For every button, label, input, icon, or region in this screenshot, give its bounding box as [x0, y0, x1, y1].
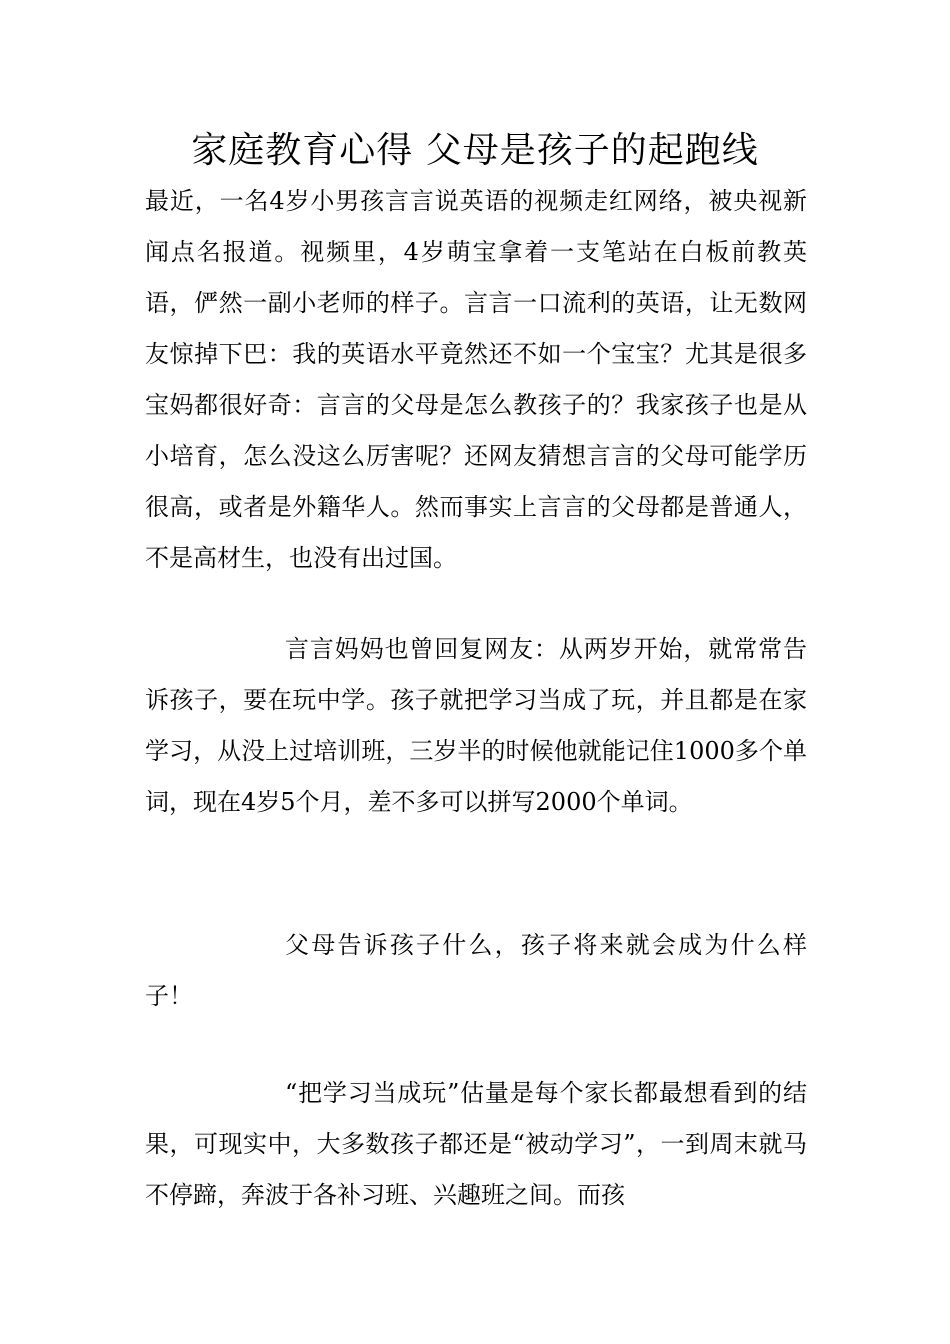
document-title: 家庭教育心得 父母是孩子的起跑线 [191, 130, 759, 171]
paragraph-1: 最近，一名4岁小男孩言言说英语的视频走红网络，被央视新闻点名报道。视频里，4岁萌宝拿着一支笔站在白板前教英语，俨然一副小老师的样子。言言一口流利的英语，让无数网友惊掉下巴：我的英语水平竟然还不如一个宝宝？尤其是很多宝妈都很好奇：言言的父母是怎么教孩子的？我家孩子也是从小培育，怎么没这么厉害呢？还网友猜想言言的父母可能学历很高，或者是外籍华人。然而事实上言言的父母都是普通人，不是高材生，也没有出过国。 [145, 187, 807, 572]
paragraph-3: 父母告诉孩子什么，孩子将来就会成为什么样子！ [145, 931, 807, 1010]
paragraph-4: “把学习当成玩”估量是每个家长都最想看到的结果，可现实中，大多数孩子都还是“被动学习”，一到周末就马不停蹄，奔波于各补习班、兴趣班之间。而孩 [145, 1079, 807, 1209]
paragraph-2: 言言妈妈也曾回复网友：从两岁开始，就常常告诉孩子，要在玩中学。孩子就把学习当成了玩，并且都是在家学习，从没上过培训班，三岁半的时候他就能记住1000多个单词，现在4岁5个月，差不多可以拼写2000个单词。 [145, 635, 807, 816]
